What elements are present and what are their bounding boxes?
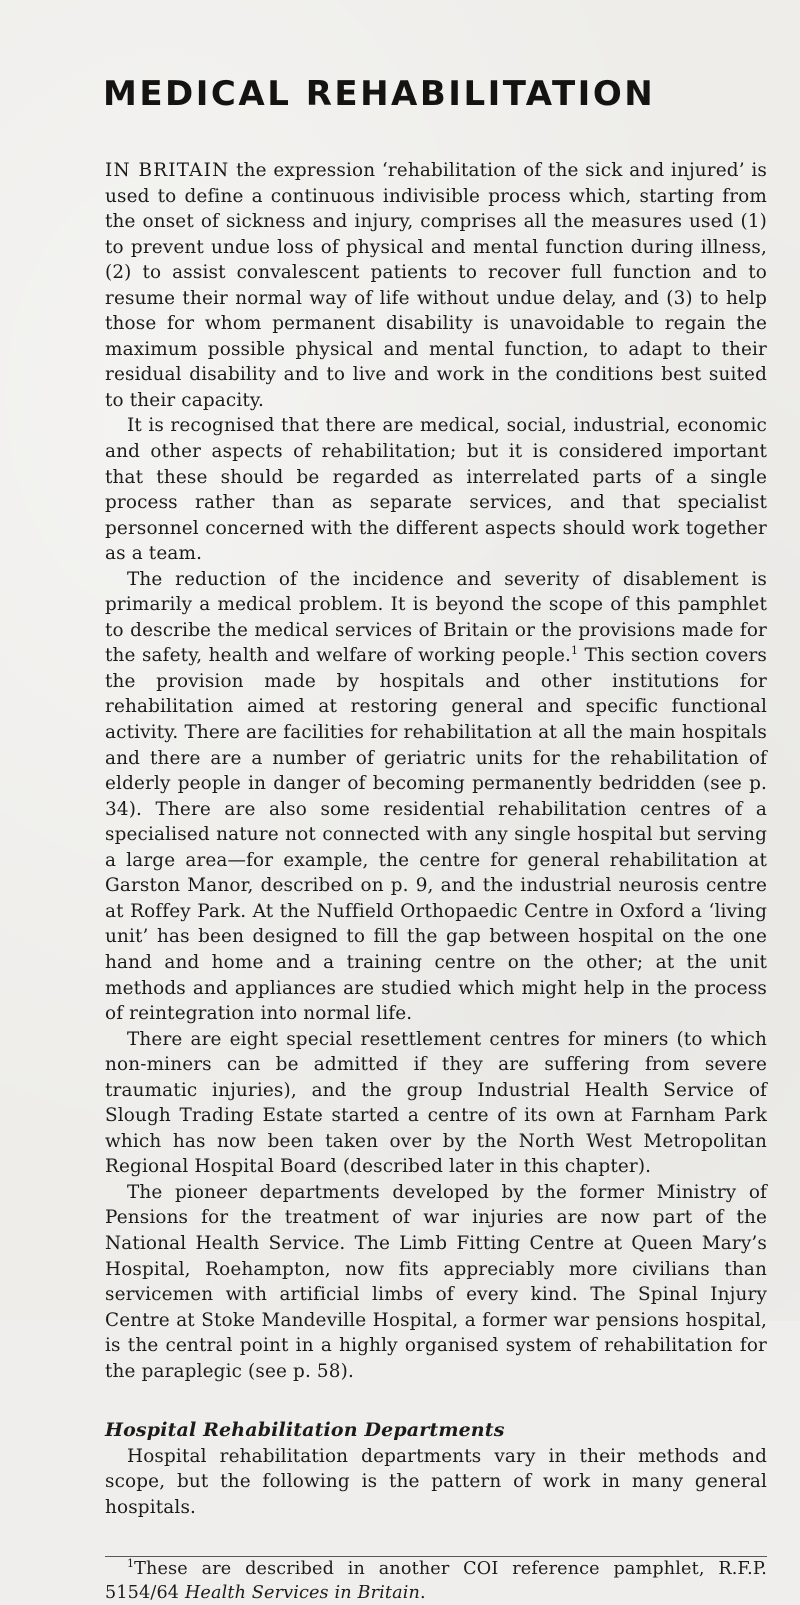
- lead-in-caps: IN BRITAIN: [105, 160, 230, 181]
- footnote-end: .: [420, 1583, 426, 1604]
- paragraph-3: [105, 567, 767, 1027]
- footnote-title: Health Services in Britain: [184, 1583, 421, 1604]
- section-paragraph: Hospital rehabilitation departments vary in their methods and scope, but the following is the pattern of work in many general hospitals.: [105, 1445, 767, 1518]
- section-heading: Hospital Rehabilitation Departments: [105, 1419, 505, 1442]
- paragraph-5: The pioneer departments developed by the former Ministry of Pensions for the treatment of war injuries are now part of the National Health Service. The Limb Fitting Centre at Queen Mary’s Hospital, Roehampton, now fits appreciably more civilians than servicemen with artificial limbs of every kind. The Spinal Injury Centre at Stoke Mandeville Hospital, a former war pensions hospital, is the central point in a highly organised system of rehabilitation for the paraplegic (see p. 58).: [105, 1181, 767, 1382]
- footnote-text: These are described in another COI reference pamphlet, R.F.P. 5154/64: [105, 1559, 767, 1604]
- paragraph-2: It is recognised that there are medical, social, industrial, economic and other aspects of rehabilitation; but it is considered important that these should be regarded as interrelated parts of a single process rather than as separate services, and that specialist personnel concerned with the different aspects should work together as a team.: [105, 415, 767, 565]
- footnote-reference[interactable]: 1: [571, 644, 579, 658]
- paragraph-3-text-a: The reduction of the incidence and severity of disablement is primarily a medical problem. It is beyond the scope of this pamphlet to describe the medical services of Britain or the provisions made for the safety, health and welfare of working people.: [105, 568, 767, 667]
- paragraph-1: [105, 158, 767, 413]
- footnote-mark: 1: [127, 1557, 135, 1571]
- footnote: [105, 1557, 767, 1605]
- paragraph-3-text-b: This section covers the provision made by hospitals and other institutions for rehabilitation aimed at restoring general and specific functional activity. There are facilities for rehabilitation at all the main hospitals and there are a number of geriatric units for the rehabilitation of elderly people in danger of becoming permanently bedridden (see p. 34). There are also some residential rehabilitation centres of a specialised nature not connected with any single hospital but serving a large area—for example, the centre for general rehabilitation at Garston Manor, described on p. 9, and the industrial neurosis centre at Roffey Park. At the Nuffield Orthopaedic Centre in Oxford a ‘living unit’ has been designed to fill the gap between hospital on the one hand and home and a training centre on the other; at the unit methods and appliances are studied which might help in the process of reintegration into normal life.: [105, 645, 768, 1025]
- body-text: [105, 158, 767, 1605]
- paragraph-4: There are eight special resettlement centres for miners (to which non-miners can be admitted if they are suffering from severe traumatic injuries), and the group Industrial Health Service of Slough Trading Estate started a centre of its own at Farnham Park which has now been taken over by the North West Metropolitan Regional Hospital Board (described later in this chapter).: [105, 1028, 767, 1178]
- paragraph-1-text: the expression ‘rehabilitation of the sick and injured’ is used to define a continuous indivisible process which, starting from the onset of sickness and injury, comprises all the measures used (1) to prevent undue loss of physical and mental function during illness, (2) to assist convalescent patients to recover full function and to resume their normal way of life without undue delay, and (3) to help those for whom permanent disability is unavoidable to regain the maximum possible physical and mental function, to adapt to their residual disability and to live and work in the conditions best suited to their capacity.: [105, 160, 767, 411]
- page-title: MEDICAL REHABILITATION: [103, 74, 656, 114]
